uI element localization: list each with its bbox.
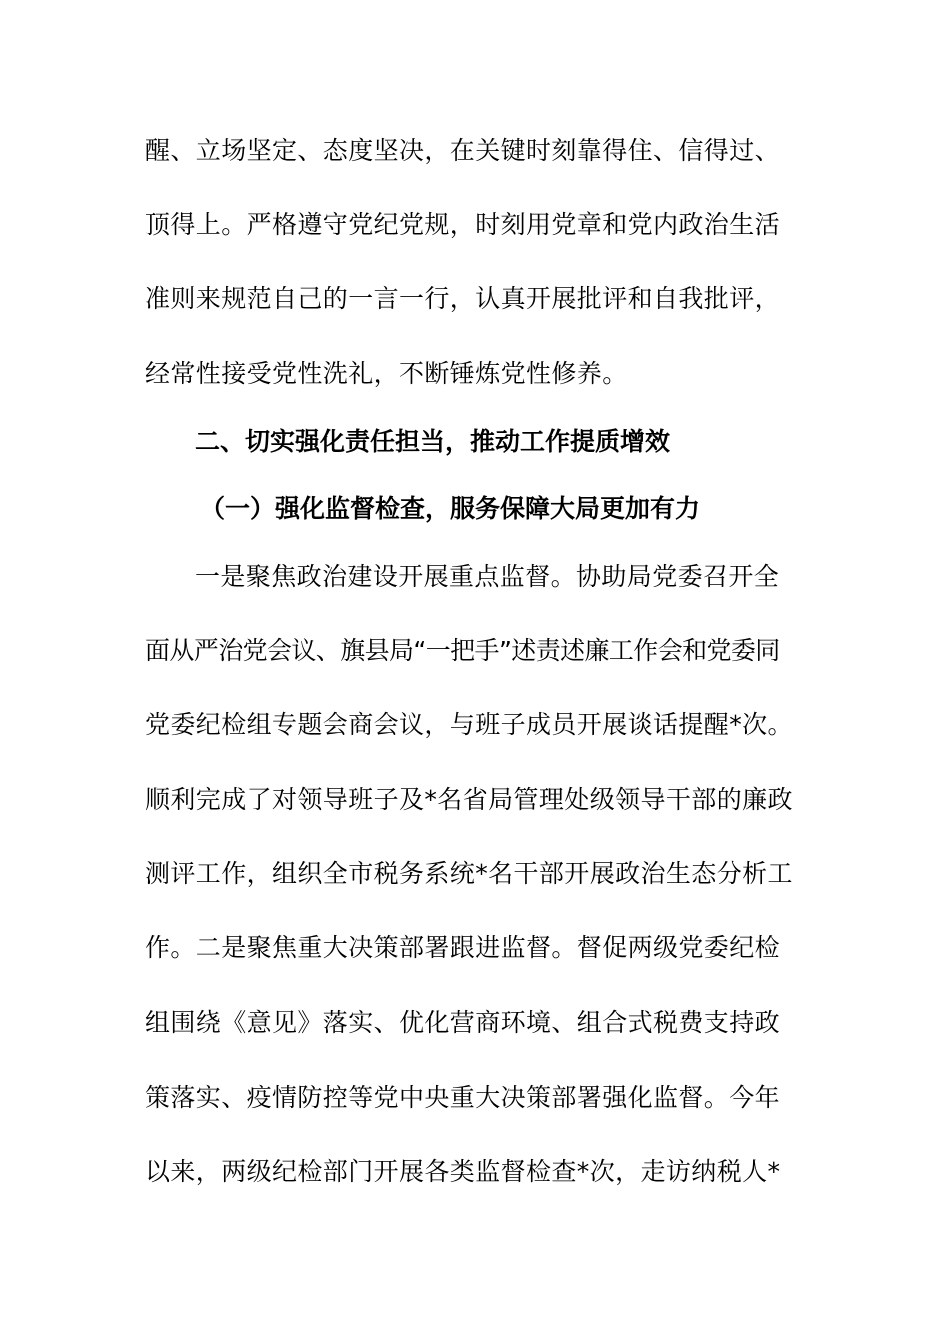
paragraph-line: 顺利完成了对领导班子及*名省局管理处级领导干部的廉政 bbox=[145, 785, 793, 814]
paragraph-line: 顶得上。严格遵守党纪党规，时刻用党章和党内政治生活 bbox=[145, 210, 781, 239]
paragraph-line: 经常性接受党性洗礼，不断锤炼党性修养。 bbox=[145, 359, 628, 388]
paragraph-line: 党委纪检组专题会商会议，与班子成员开展谈话提醒*次。 bbox=[145, 710, 793, 739]
section-heading: 二、切实强化责任担当，推动工作提质增效 bbox=[195, 427, 671, 456]
paragraph-line: 面从严治党会议、旗县局“一把手”述责述廉工作会和党委同 bbox=[145, 636, 780, 665]
paragraph-line: 准则来规范自己的一言一行，认真开展批评和自我批评， bbox=[145, 284, 781, 313]
paragraph-line: 测评工作，组织全市税务系统*名干部开展政治生态分析工 bbox=[145, 859, 793, 888]
paragraph-line: 作。二是聚焦重大决策部署跟进监督。督促两级党委纪检 bbox=[145, 933, 781, 962]
paragraph-line: 一是聚焦政治建设开展重点监督。协助局党委召开全 bbox=[195, 562, 780, 591]
paragraph-line: 组围绕《意见》落实、优化营商环境、组合式税费支持政 bbox=[145, 1008, 781, 1037]
subsection-heading: （一）强化监督检查，服务保障大局更加有力 bbox=[200, 494, 701, 523]
paragraph-line: 策落实、疫情防控等党中央重大决策部署强化监督。今年 bbox=[145, 1083, 781, 1112]
paragraph-line: 醒、立场坚定、态度坚决，在关键时刻靠得住、信得过、 bbox=[145, 136, 781, 165]
paragraph-line: 以来，两级纪检部门开展各类监督检查*次，走访纳税人* bbox=[145, 1157, 781, 1186]
